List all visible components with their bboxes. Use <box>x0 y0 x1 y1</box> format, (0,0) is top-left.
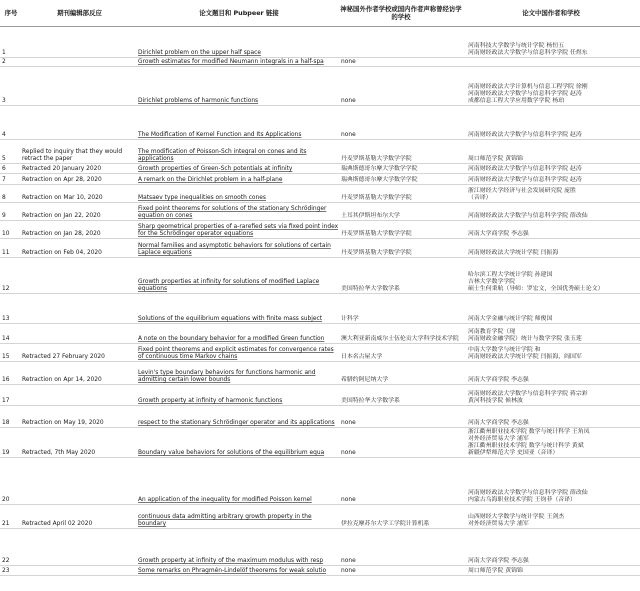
editorial-reaction <box>22 203 137 221</box>
foreign-school <box>341 505 459 529</box>
table-row <box>0 174 640 185</box>
table-row <box>0 294 640 324</box>
paper-title-link[interactable] <box>138 458 340 505</box>
chinese-authors-text: 浙江财经大学经济与社会发展研究院 庞胜 （音译） <box>468 188 576 201</box>
foreign-school-text: none <box>341 497 356 503</box>
foreign-school <box>341 221 459 239</box>
paper-title-link[interactable] <box>138 324 340 344</box>
foreign-school-text: none <box>341 568 356 574</box>
foreign-school-text: none <box>341 98 356 104</box>
chinese-authors <box>468 106 638 140</box>
row-number <box>2 505 20 529</box>
table-row <box>0 239 640 258</box>
foreign-school-text: 日本名古屋大学 <box>341 354 383 360</box>
editorial-reaction-text: Retraction on May 19, 2020 <box>22 420 104 426</box>
chinese-authors <box>468 428 638 458</box>
chinese-authors-text: 河南大学商学院 李志强 <box>468 558 529 564</box>
editorial-reaction <box>22 185 137 203</box>
editorial-reaction <box>22 239 137 258</box>
row-number-text: 17 <box>2 398 10 404</box>
paper-title-link-text[interactable]: Solutions of the equilibrium equations with finite mass subject <box>138 316 323 322</box>
foreign-school <box>341 294 459 324</box>
editorial-reaction <box>22 67 137 106</box>
editorial-reaction-text: Retraction on Apr 28, 2020 <box>22 177 102 183</box>
paper-title-link[interactable] <box>138 185 340 203</box>
row-number-text: 7 <box>2 177 6 183</box>
row-number-text: 13 <box>2 316 10 322</box>
paper-title-link[interactable] <box>138 106 340 140</box>
paper-title-link-text[interactable]: An application of the inequality for modified Poisson kernel <box>138 497 312 503</box>
row-number <box>2 344 20 362</box>
foreign-school <box>341 140 459 164</box>
header-reaction: 期刊编辑部反应 <box>57 9 102 17</box>
table-row <box>0 428 640 458</box>
table-row <box>0 221 640 239</box>
foreign-school <box>341 27 459 58</box>
paper-title-link[interactable] <box>138 140 340 164</box>
chinese-authors <box>468 385 638 406</box>
chinese-authors-text: 河南财经政法大学数学与信息科学学院 赵涛 <box>468 177 582 183</box>
chinese-authors-text: 中南大学数学与统计学院 和 河南财经政法大学统计学院 闫振海，阎国军 <box>468 347 582 360</box>
row-number <box>2 362 20 385</box>
paper-title-link-text[interactable]: Fixed point theorems for solutions of the stationary Schrödinger equation on cones <box>138 206 327 219</box>
row-number <box>2 140 20 164</box>
row-number <box>2 185 20 203</box>
chinese-authors-text: 周口师范学院 黄锦锦 <box>468 156 523 162</box>
paper-title-link[interactable] <box>138 294 340 324</box>
foreign-school <box>341 239 459 258</box>
editorial-reaction <box>22 529 137 566</box>
row-number-text: 6 <box>2 166 6 172</box>
editorial-reaction <box>22 27 137 58</box>
table-row <box>0 362 640 385</box>
paper-title-link[interactable] <box>138 239 340 258</box>
paper-title-link-text[interactable]: Dirichlet problems of harmonic functions <box>138 98 259 104</box>
chinese-authors-text: 河南大学金融与统计学院 师俊国 <box>468 316 553 322</box>
chinese-authors <box>468 185 638 203</box>
foreign-school <box>341 106 459 140</box>
chinese-authors <box>468 67 638 106</box>
chinese-authors <box>468 458 638 505</box>
paper-title-link[interactable] <box>138 428 340 458</box>
chinese-authors-text: 浙江衢州职业技术学院 数学与统计科学 王角凤 对外经济贸易大学 浦军 浙江衢州职业技术学院 数学与统计科学 黄斌 新疆伊犁师范大学 史国亚（音译） <box>468 429 590 456</box>
foreign-school <box>341 67 459 106</box>
chinese-authors <box>468 294 638 324</box>
row-number-text: 12 <box>2 286 10 292</box>
paper-title-link-text[interactable]: Boundary value behaviors for solutions of the equilibrium equa <box>138 450 325 456</box>
table-row <box>0 324 640 344</box>
table-row <box>0 406 640 428</box>
paper-title-link[interactable] <box>138 27 340 58</box>
row-number-text: 8 <box>2 195 6 201</box>
header-num: 序号 <box>4 9 18 17</box>
row-number-text: 11 <box>2 250 10 256</box>
paper-title-link[interactable] <box>138 258 340 294</box>
foreign-school-text: 丹麦罗斯基勒大学数学学院 <box>341 250 412 256</box>
table-row <box>0 505 640 529</box>
chinese-authors-text: 河南财经政法大学数学与信息科学学院 赵涛 <box>468 132 582 138</box>
row-number <box>2 324 20 344</box>
paper-title-link[interactable] <box>138 221 340 239</box>
paper-title-link[interactable] <box>138 67 340 106</box>
foreign-school-text: none <box>341 59 356 65</box>
chinese-authors-text: 河南财经政法大学数学与信息科学学院 赵涛 <box>468 166 582 172</box>
chinese-authors <box>468 505 638 529</box>
row-number <box>2 27 20 58</box>
row-number-text: 15 <box>2 354 10 360</box>
paper-title-link-text[interactable]: Normal families and asymptotic behaviors for solutions of certain Laplace equations <box>138 243 331 256</box>
paper-title-link-text[interactable]: Growth properties at infinity for solutions of modified Laplace equations <box>138 279 320 292</box>
chinese-authors <box>468 324 638 344</box>
chinese-authors-text: 河南财经政法大学数学与信息科学学院 蒋宗彩 黄河科技学院 候林波 <box>468 391 588 404</box>
foreign-school-text: 土耳其伊斯坦布尔大学 <box>341 213 400 219</box>
chinese-authors <box>468 344 638 362</box>
editorial-reaction <box>22 458 137 505</box>
paper-title-link[interactable] <box>138 406 340 428</box>
editorial-reaction <box>22 428 137 458</box>
paper-title-link-text[interactable]: Fixed point theorems and explicit estimates for convergence rates of continuous time Markov chains <box>138 347 334 360</box>
row-number-text: 20 <box>2 497 10 503</box>
row-number <box>2 221 20 239</box>
paper-title-link[interactable] <box>138 529 340 566</box>
editorial-reaction <box>22 324 137 344</box>
chinese-authors-text: 河南财经政法大学统计学院 闫振海 <box>468 250 559 256</box>
foreign-school-text: 瑞典斯德哥尔摩大学数学学院 <box>341 177 418 183</box>
table-row <box>0 67 640 106</box>
table-row <box>0 529 640 566</box>
header-title: 论文题目和 Pubpeer 链接 <box>199 9 279 17</box>
row-number-text: 9 <box>2 213 6 219</box>
table-row <box>0 27 640 58</box>
chinese-authors <box>468 529 638 566</box>
foreign-school-text: 伊拉克摩苏尔大学工学院计算机系 <box>341 521 430 527</box>
foreign-school-text: 丹麦罗斯基勒大学数学学院 <box>341 195 412 201</box>
row-number <box>2 385 20 406</box>
editorial-reaction <box>22 106 137 140</box>
editorial-reaction <box>22 406 137 428</box>
row-number <box>2 106 20 140</box>
table-row <box>0 344 640 362</box>
row-number-text: 4 <box>2 132 6 138</box>
row-number-text: 21 <box>2 521 10 527</box>
table-row <box>0 203 640 221</box>
editorial-reaction-text: Retracted April 02 2020 <box>22 521 93 527</box>
paper-title-link-text[interactable]: Growth estimates for modified Neumann integrals in a half-spa <box>138 59 324 65</box>
foreign-school-text: 澳大利亚新南威尔士伍伦贡大学科学技术学院 <box>341 336 459 342</box>
editorial-reaction <box>22 140 137 164</box>
chinese-authors-text: 河南财经政法大学计算机与信息工程学院 徐刚 河南财经政法大学数学与信息科学学院 赵涛 成都信息工程大学应用数学学院 杨珀 <box>468 84 588 104</box>
row-number-text: 10 <box>2 231 10 237</box>
editorial-reaction-text: Retraction on Jan 28, 2020 <box>22 231 101 237</box>
foreign-school-text: 丹麦罗斯基勒大学数学学院 <box>341 156 412 162</box>
table-row <box>0 164 640 174</box>
chinese-authors-text: 河南科技大学数学与统计学院 杨恒五 河南财经政法大学数学与信息科学学院 任煜东 <box>468 43 588 56</box>
editorial-reaction-text: Retracted 27 February 2020 <box>22 354 105 360</box>
paper-title-link-text[interactable]: A note on the boundary behavior for a modified Green function <box>138 336 325 342</box>
table-row <box>0 106 640 140</box>
chinese-authors <box>468 27 638 58</box>
table-row <box>0 185 640 203</box>
table-row <box>0 140 640 164</box>
table-row <box>0 566 640 576</box>
editorial-reaction-text: Retracted 20 January 2020 <box>22 166 102 172</box>
header-authors: 论文中国作者和学校 <box>522 9 580 17</box>
paper-title-link-text[interactable]: Sharp geometrical properties of a-rarefied sets via fixed point index for the Schrödinger operator equations <box>138 224 339 237</box>
foreign-school <box>341 344 459 362</box>
chinese-authors <box>468 203 638 221</box>
chinese-authors-text: 河南大学商学院 李志强 <box>468 231 529 237</box>
paper-title-link-text[interactable]: The modification of Poisson-Sch integral on cones and its applications <box>138 149 307 162</box>
editorial-reaction-text: Retracted, 7th May 2020 <box>22 450 96 456</box>
foreign-school <box>341 203 459 221</box>
foreign-school-text: 希腊约阿尼纳大学 <box>341 377 389 383</box>
editorial-reaction <box>22 258 137 294</box>
row-number-text: 18 <box>2 420 10 426</box>
row-number <box>2 294 20 324</box>
foreign-school <box>341 529 459 566</box>
table-row <box>0 385 640 406</box>
paper-title-link[interactable] <box>138 203 340 221</box>
table-row <box>0 258 640 294</box>
chinese-authors <box>468 258 638 294</box>
paper-title-link[interactable] <box>138 505 340 529</box>
chinese-authors <box>468 221 638 239</box>
row-number <box>2 529 20 566</box>
foreign-school <box>341 406 459 428</box>
row-number-text: 2 <box>2 59 6 65</box>
foreign-school-text: 瑞典斯德哥尔摩大学数学学院 <box>341 166 418 172</box>
chinese-authors-text: 哈尔滨工程大学统计学院 孙建国 吉林大学数学学院 硕士生何秉航（导师：罗宏文，全国优秀硕士论文） <box>468 272 604 292</box>
foreign-school <box>341 185 459 203</box>
foreign-school <box>341 324 459 344</box>
editorial-reaction-text: Retraction on Feb 04, 2020 <box>22 250 102 256</box>
chinese-authors-text: 河南财经政法大学数学与信息科学学院 薛改仙 <box>468 213 588 219</box>
foreign-school-text: 美国特拉华大学数学系 <box>341 286 400 292</box>
foreign-school-text: 美国特拉华大学数学系 <box>341 398 400 404</box>
foreign-school <box>341 385 459 406</box>
foreign-school-text: none <box>341 420 356 426</box>
editorial-reaction <box>22 505 137 529</box>
chinese-authors-text: 山西财经大学数学与统计学院 王剑杰 对外经济贸易大学 浦军 <box>468 514 565 527</box>
row-number <box>2 203 20 221</box>
row-number-text: 19 <box>2 450 10 456</box>
table-row <box>0 458 640 505</box>
foreign-school <box>341 428 459 458</box>
row-number <box>2 428 20 458</box>
paper-title-link-text[interactable]: respect to the stationary Schrödinger operator and its applications <box>138 420 335 426</box>
paper-title-link[interactable] <box>138 362 340 385</box>
editorial-reaction <box>22 221 137 239</box>
row-number <box>2 239 20 258</box>
paper-title-link-text[interactable]: The Modification of Kernel Function and Its Applications <box>138 132 302 138</box>
paper-title-link-text[interactable]: Matsaev type inequalities on smooth cones <box>138 195 266 201</box>
editorial-reaction-text: Retraction on Jan 22, 2020 <box>22 213 101 219</box>
foreign-school <box>341 362 459 385</box>
row-number-text: 5 <box>2 156 6 162</box>
foreign-school-text: none <box>341 450 356 456</box>
paper-title-link-text[interactable]: Growth property at infinity of the maximum modulus with resp <box>138 558 324 564</box>
editorial-reaction-text: Retraction on Apr 14, 2020 <box>22 377 102 383</box>
paper-title-link-text[interactable]: Some remarks on Phragmén-Lindelöf theorems for weak solutio <box>138 568 327 574</box>
paper-title-link-text[interactable]: Growth property at infinity of harmonic functions <box>138 398 283 404</box>
paper-title-link-text[interactable]: continuous data admitting arbitrary growth property in the boundary <box>138 514 312 527</box>
paper-title-link[interactable] <box>138 385 340 406</box>
row-number-text: 16 <box>2 377 10 383</box>
foreign-school-text: none <box>341 132 356 138</box>
chinese-authors <box>468 239 638 258</box>
row-number-text: 1 <box>2 50 6 56</box>
row-number-text: 23 <box>2 568 10 574</box>
chinese-authors-text: 河南教育学院（现 河南财政金融学院）统计与数学学院 张玉莲 <box>468 329 582 342</box>
paper-title-link-text[interactable]: Growth properties of Green-Sch potentials at infinity <box>138 166 293 172</box>
editorial-reaction <box>22 344 137 362</box>
row-rule <box>0 575 640 576</box>
chinese-authors <box>468 406 638 428</box>
row-number <box>2 258 20 294</box>
editorial-reaction <box>22 362 137 385</box>
editorial-reaction-text: Retraction on Mar 10, 2020 <box>22 195 103 201</box>
chinese-authors <box>468 362 638 385</box>
paper-title-link-text[interactable]: Dirichlet problem on the upper half space <box>138 50 261 56</box>
row-number-text: 14 <box>2 336 10 342</box>
row-number <box>2 67 20 106</box>
row-number <box>2 458 20 505</box>
foreign-school-text: none <box>341 558 356 564</box>
foreign-school <box>341 258 459 294</box>
chinese-authors <box>468 140 638 164</box>
editorial-reaction <box>22 385 137 406</box>
foreign-school-text: 计科学 <box>341 316 359 322</box>
foreign-school-text: 丹麦罗斯基勒大学数学学院 <box>341 231 412 237</box>
paper-title-link-text[interactable]: A remark on the Dirichlet problem in a half-plane <box>138 177 283 183</box>
chinese-authors-text: 河南大学商学院 李志强 <box>468 420 529 426</box>
chinese-authors-text: 河南大学商学院 李志强 <box>468 377 529 383</box>
editorial-reaction <box>22 294 137 324</box>
chinese-authors-text: 河南财经政法大学数学与信息科学学院 薛改仙 内蒙古乌海职业技术学院 王钧菲（音译） <box>468 490 588 503</box>
header-school: 神秘国外作者学校或国内作者声称曾经访学的学校 <box>340 5 462 21</box>
paper-title-link[interactable] <box>138 344 340 362</box>
chinese-authors-text: 周口师范学院 黄锦锦 <box>468 568 523 574</box>
editorial-reaction-text: Replied to inquiry that they would retract the paper <box>22 149 123 162</box>
foreign-school <box>341 458 459 505</box>
row-number-text: 22 <box>2 558 10 564</box>
paper-title-link-text[interactable]: Levin's type boundary behaviors for functions harmonic and admitting certain lower bounds <box>138 370 316 383</box>
row-number-text: 3 <box>2 98 6 104</box>
row-number <box>2 406 20 428</box>
table-row <box>0 58 640 67</box>
